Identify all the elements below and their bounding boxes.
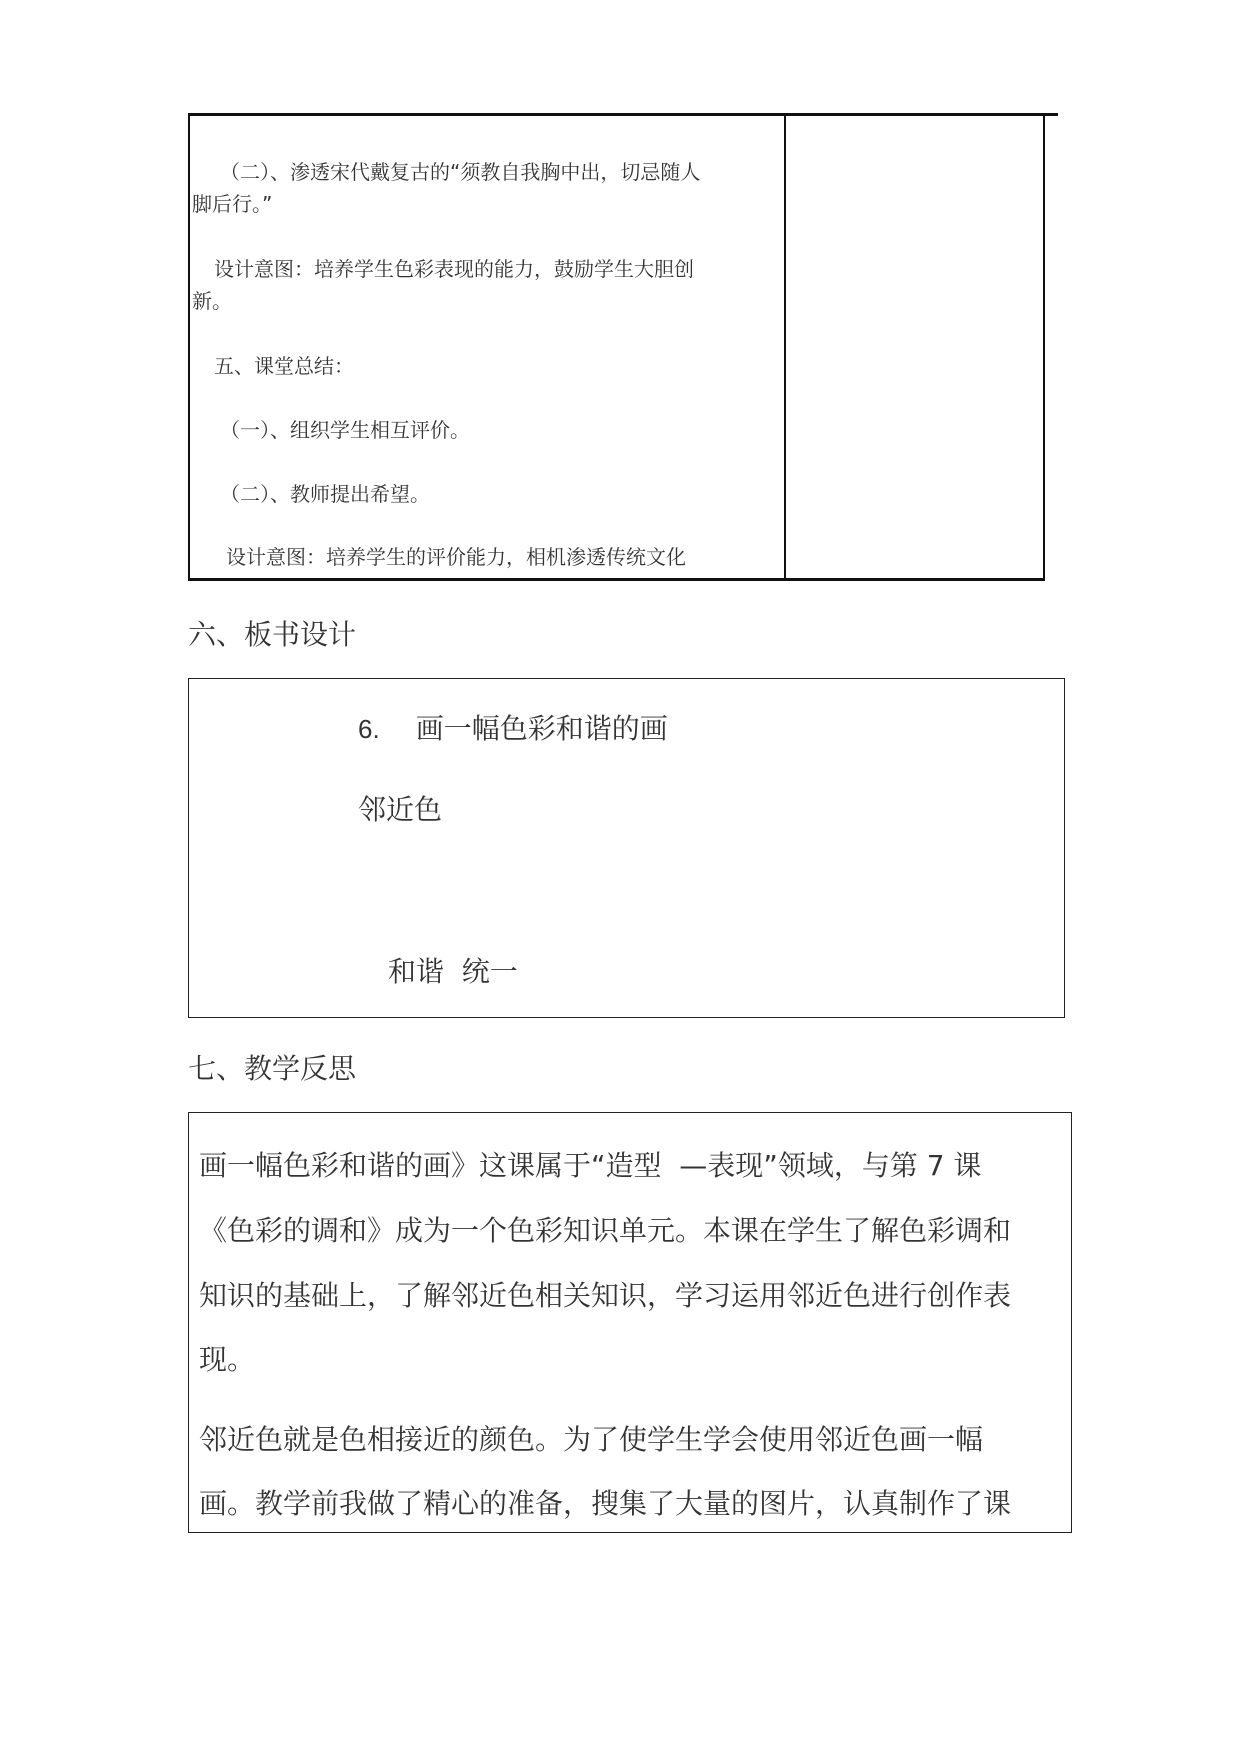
table-line-5: 五、课堂总结： (214, 354, 354, 378)
lesson-title: 画一幅色彩和谐的画 (415, 712, 668, 745)
reflection-line-2: 《色彩的调和》成为一个色彩知识单元。本课在学生了解色彩调和 (199, 1214, 1012, 1247)
lesson-number: 6. (358, 714, 380, 744)
table-line-1: （二）、渗透宋代戴复古的“须教自我胸中出，切忌随人 (220, 160, 701, 184)
table-line-4: 新。 (192, 289, 232, 313)
reflection-line-6: 画。教学前我做了精心的准备，搜集了大量的图片，认真制作了课 (199, 1487, 1012, 1520)
table-line-3: 设计意图：培养学生色彩表现的能力，鼓励学生大胆创 (214, 257, 694, 281)
blackboard-harmony-unity: 和谐 统一 (388, 955, 518, 988)
blackboard-neighbor-color: 邻近色 (358, 793, 443, 826)
table-column-divider (784, 115, 786, 581)
reflection-line-3: 知识的基础上，了解邻近色相关知识，学习运用邻近色进行创作表 (199, 1279, 1012, 1312)
table-line-6: （一）、组织学生相互评价。 (220, 418, 470, 442)
reflection-line-5: 邻近色就是色相接近的颜色。为了使学生学会使用邻近色画一幅 (199, 1423, 984, 1456)
section-6-heading: 六、板书设计 (188, 618, 357, 651)
blackboard-title-line (358, 707, 668, 747)
table-line-8: 设计意图：培养学生的评价能力，相机渗透传统文化 (226, 545, 686, 569)
reflection-line-4: 现。 (199, 1343, 256, 1376)
section-7-heading: 七、教学反思 (188, 1052, 357, 1085)
table-line-7: （二）、教师提出希望。 (220, 482, 430, 506)
table-line-2: 脚后行。” (192, 192, 273, 216)
reflection-line-1: 画一幅色彩和谐的画》这课属于“造型 —表现”领域，与第 7 课 (199, 1149, 982, 1182)
